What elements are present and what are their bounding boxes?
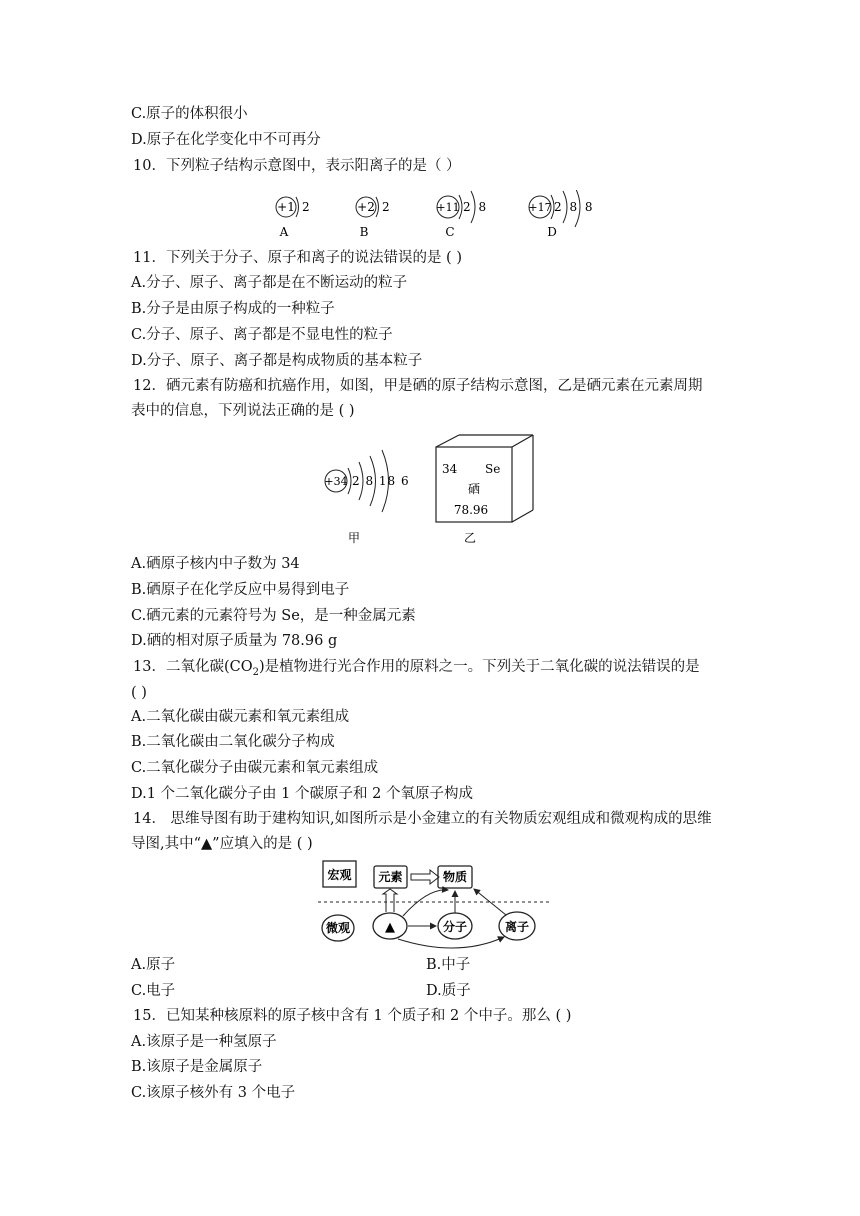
q11-option-c: C.分子、原子、离子都是不显电性的粒子 — [131, 327, 393, 343]
diagram-c — [436, 191, 488, 223]
map-ion-node: 离子 — [504, 920, 530, 934]
q15-option-b: B.该原子是金属原子 — [131, 1059, 263, 1075]
q13-stem-post: )是植物进行光合作用的原料之一。下列关于二氧化碳的说法错误的是 — [258, 659, 700, 675]
diagram-b-label: B — [359, 225, 369, 239]
diagram-b — [356, 197, 390, 217]
q15-option-a: A.该原子是一种氢原子 — [131, 1034, 277, 1050]
diagram-b-shells: 2 — [382, 200, 390, 214]
q12-option-b: B.硒原子在化学反应中易得到电子 — [131, 582, 350, 598]
q9-option-c: C.原子的体积很小 — [131, 106, 248, 122]
cell-name: 硒 — [467, 482, 481, 496]
selenium-atom-diagram — [324, 450, 409, 545]
q11-stem: 11．下列关于分子、原子和离子的说法错误的是 ( ) — [133, 250, 462, 266]
diagram-a — [276, 197, 310, 217]
q14-stem-line2: 导图,其中“▲”应填入的是 ( ) — [131, 836, 313, 852]
q13-paren: ( ) — [131, 685, 147, 701]
q12-stem-line1: 12．硒元素有防癌和抗癌作用，如图，甲是硒的原子结构示意图，乙是硒元素在元素周期 — [133, 378, 703, 394]
diagram-c-label: C — [445, 225, 455, 239]
map-macro-label: 宏观 — [327, 868, 352, 882]
q12-option-a: A.硒原子核内中子数为 34 — [131, 556, 300, 572]
diagram-a-label: A — [279, 225, 289, 239]
q14-option-c: C.电子 — [131, 983, 176, 999]
q11-option-a: A.分子、原子、离子都是在不断运动的粒子 — [131, 275, 408, 291]
q13-stem — [133, 657, 700, 683]
diagram-b-nucleus: +2 — [357, 200, 375, 214]
q11-option-b: B.分子是由原子构成的一种粒子 — [131, 301, 335, 317]
q12-stem-line2: 表中的信息，下列说法正确的是 ( ) — [131, 403, 355, 419]
map-substance-box: 物质 — [442, 870, 468, 884]
q10-stem: 10．下列粒子结构示意图中，表示阳离子的是（ ） — [133, 158, 461, 174]
cell-mass: 78.96 — [453, 503, 489, 517]
q15-option-c: C.该原子核外有 3 个电子 — [131, 1085, 296, 1101]
cell-atomic-number: 34 — [442, 462, 458, 476]
map-triangle-node: ▲ — [385, 920, 395, 935]
q12-option-c: C.硒元素的元素符号为 Se，是一种金属元素 — [131, 608, 416, 624]
q13-stem-pre: 13．二氧化碳(CO — [133, 659, 253, 675]
q14-option-b: B.中子 — [426, 957, 471, 973]
q13-option-c: C.二氧化碳分子由碳元素和氧元素组成 — [131, 760, 379, 776]
map-molecule-node: 分子 — [442, 920, 468, 934]
diagram-d-shells: 2 8 8 — [554, 200, 595, 214]
diagram-a-shells: 2 — [302, 200, 310, 214]
cell-symbol: Se — [485, 462, 501, 476]
mind-map-figure — [318, 858, 550, 954]
diagram-a-nucleus: +1 — [277, 200, 295, 214]
q14-stem-line1: 14． 思维导图有助于建构知识,如图所示是小金建立的有关物质宏观组成和微观构成的思维 — [133, 811, 712, 827]
selenium-figure — [318, 428, 548, 553]
label-jia: 甲 — [347, 531, 361, 545]
label-yi: 乙 — [463, 531, 477, 545]
q15-stem: 15．已知某种核原料的原子核中含有 1 个质子和 2 个中子。那么 ( ) — [133, 1008, 572, 1024]
q13-option-b: B.二氧化碳由二氧化碳分子构成 — [131, 734, 335, 750]
diagram-d-label: D — [547, 225, 557, 239]
q13-stem-subscript: 2 — [252, 666, 259, 678]
q9-option-d: D.原子在化学变化中不可再分 — [131, 132, 321, 148]
diagram-c-nucleus: +11 — [436, 201, 460, 214]
diagram-d-nucleus: +17 — [528, 201, 552, 214]
q12-option-d: D.硒的相对原子质量为 78.96 g — [131, 633, 338, 649]
selenium-shells: 2 8 18 6 — [352, 474, 410, 488]
map-micro-label: 微观 — [325, 921, 351, 935]
diagram-c-shells: 2 8 — [463, 200, 489, 214]
selenium-nucleus: +34 — [324, 475, 348, 488]
q13-option-d: D.1 个二氧化碳分子由 1 个碳原子和 2 个氧原子构成 — [131, 786, 473, 802]
selenium-periodic-cell — [436, 435, 533, 545]
q10-ion-diagrams — [268, 190, 608, 240]
diagram-d — [528, 190, 594, 227]
q13-option-a: A.二氧化碳由碳元素和氧元素组成 — [131, 709, 350, 725]
map-element-box: 元素 — [378, 870, 403, 884]
q11-option-d: D.分子、原子、离子都是构成物质的基本粒子 — [131, 353, 423, 369]
q14-option-d: D.质子 — [426, 983, 471, 999]
q14-option-a: A.原子 — [131, 957, 176, 973]
